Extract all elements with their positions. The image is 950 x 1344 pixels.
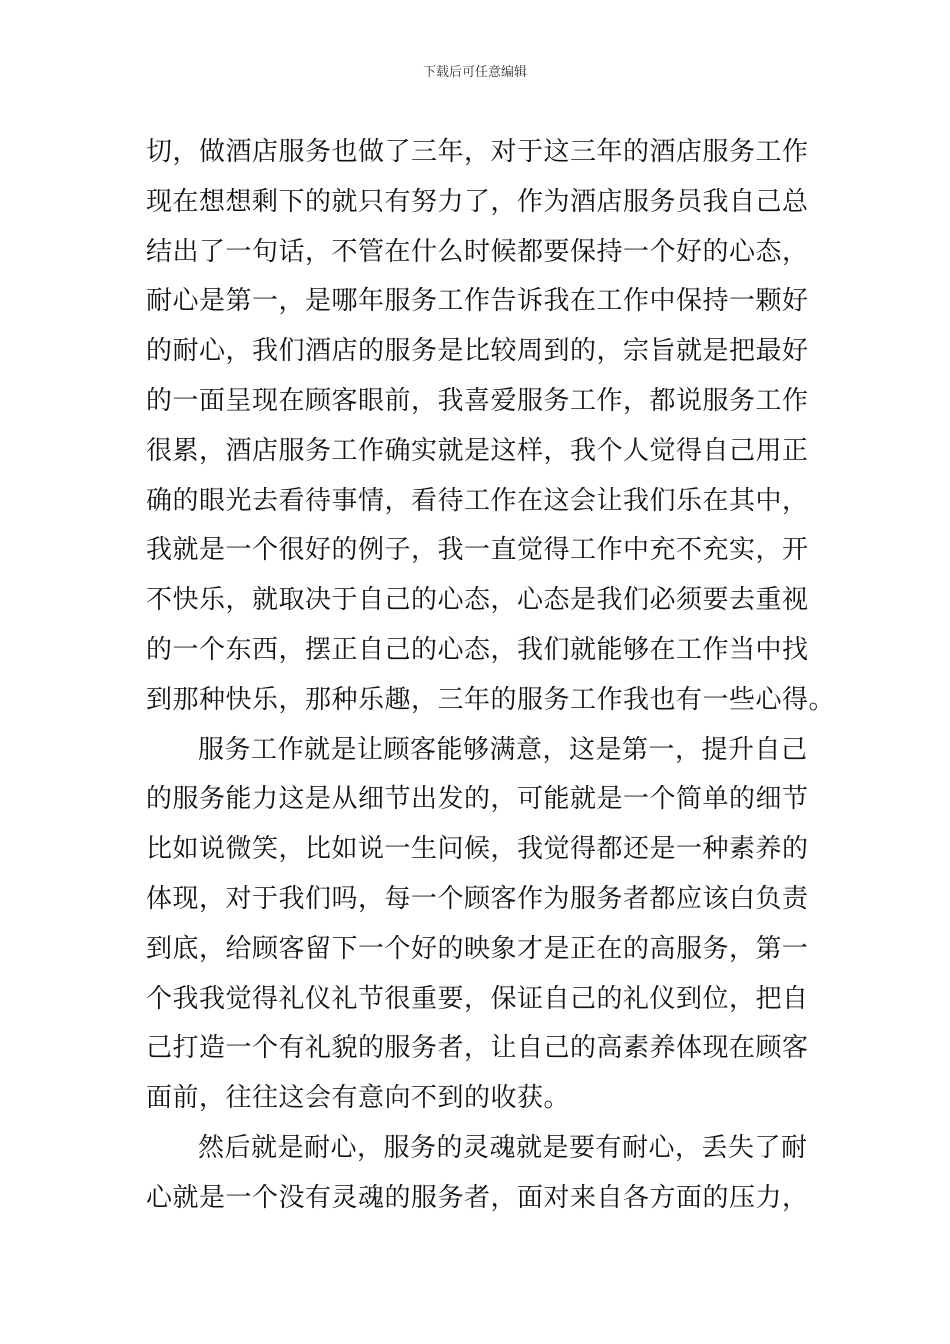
text-line: 个我我觉得礼仪礼节很重要，保证自己的礼仪到位，把自	[146, 983, 809, 1014]
text-line: 现在想想剩下的就只有努力了，作为酒店服务员我自己总	[146, 186, 809, 217]
text-line-first: 然后就是耐心，服务的灵魂就是要有耐心，丢失了耐	[198, 1132, 808, 1163]
text-line: 己打造一个有礼貌的服务者，让自己的高素养体现在顾客	[146, 1033, 809, 1064]
document-body	[146, 128, 836, 1224]
text-line: 心就是一个没有灵魂的服务者，面对来自各方面的压力，	[146, 1182, 809, 1213]
text-line: 的服务能力这是从细节出发的，可能就是一个简单的细节	[146, 784, 809, 815]
text-line: 到那种快乐，那种乐趣，三年的服务工作我也有一些心得。	[146, 684, 836, 715]
text-line: 切，做酒店服务也做了三年，对于这三年的酒店服务工作	[146, 137, 809, 167]
text-line: 结出了一句话，不管在什么时候都要保持一个好的心态，	[146, 236, 809, 267]
text-line: 比如说微笑，比如说一生问候，我觉得都还是一种素养的	[146, 834, 809, 865]
text-line: 不快乐，就取决于自己的心态，心态是我们必须要去重视	[146, 585, 809, 616]
text-line-first: 服务工作就是让顾客能够满意，这是第一，提升自己	[198, 734, 808, 765]
paragraph-3	[146, 1124, 811, 1224]
text-line: 耐心是第一，是哪年服务工作告诉我在工作中保持一颗好	[146, 286, 809, 317]
text-line: 的耐心，我们酒店的服务是比较周到的，宗旨就是把最好	[146, 336, 809, 367]
text-line: 确的眼光去看待事情，看待工作在这会让我们乐在其中，	[146, 485, 809, 516]
text-line: 的一面呈现在顾客眼前，我喜爱服务工作，都说服务工作	[146, 385, 809, 416]
text-line: 很累，酒店服务工作确实就是这样，我个人觉得自己用正	[146, 435, 809, 466]
text-line: 到底，给顾客留下一个好的映象才是正在的高服务，第一	[146, 933, 809, 964]
text-line: 的一个东西，摆正自己的心态，我们就能够在工作当中找	[146, 634, 809, 665]
text-line: 我就是一个很好的例子，我一直觉得工作中充不充实，开	[146, 535, 809, 566]
paragraph-2	[146, 726, 811, 1124]
paragraph-1	[146, 128, 836, 726]
text-line: 体现，对于我们吗，每一个顾客作为服务者都应该白负责	[146, 883, 809, 914]
page-header: 下载后可任意编辑	[422, 65, 527, 80]
text-line: 面前，往往这会有意向不到的收获。	[146, 1083, 571, 1114]
